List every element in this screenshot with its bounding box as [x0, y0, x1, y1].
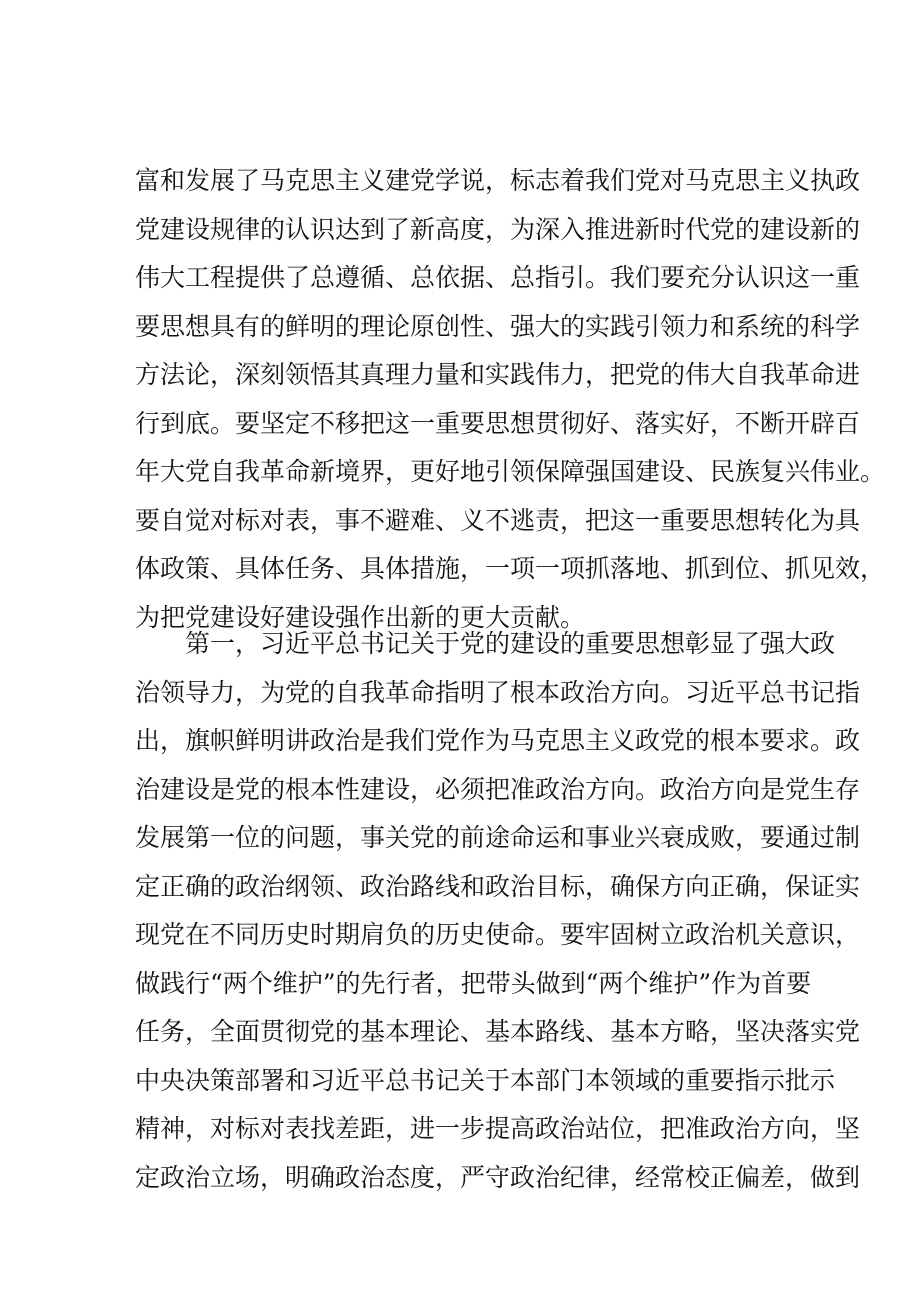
- text-line: 发展第一位的问题，事关党的前途命运和事业兴衰成败，要通过制: [135, 823, 861, 852]
- text-line: 体政策、具体任务、具体措施，一项一项抓落地、抓到位、抓见效，: [135, 554, 886, 583]
- text-line: 为把党建设好建设强作出新的更大贡献。: [135, 602, 586, 632]
- text-line: 第一，习近平总书记关于党的建设的重要思想彰显了强大政: [185, 629, 836, 658]
- text-line: 要思想具有的鲜明的理论原创性、强大的实践引领力和系统的科学: [135, 311, 861, 341]
- paragraph-2: [135, 620, 861, 1202]
- text-line: 任务，全面贯彻党的基本理论、基本路线、基本方略，坚决落实党: [135, 1017, 861, 1046]
- text-line: 治建设是党的根本性建设，必须把准政治方向。政治方向是党生存: [135, 774, 861, 804]
- text-line: 伟大工程提供了总遵循、总依据、总指引。我们要充分认识这一重: [135, 263, 861, 292]
- text-line: 党建设规律的认识达到了新高度，为深入推进新时代党的建设新的: [135, 214, 861, 244]
- text-line: 出，旗帜鲜明讲政治是我们党作为马克思主义政党的根本要求。政: [135, 726, 861, 755]
- text-line: 行到底。要坚定不移把这一重要思想贯彻好、落实好，不断开辟百: [135, 408, 861, 438]
- text-line: 做践行“两个维护”的先行者，把带头做到“两个维护”作为首要: [135, 968, 812, 998]
- text-line: 年大党自我革命新境界，更好地引领保障强国建设、民族复兴伟业。: [135, 457, 886, 486]
- paragraph-1: [135, 157, 886, 642]
- text-line: 中央决策部署和习近平总书记关于本部门本领域的重要指示批示: [135, 1065, 836, 1095]
- text-line: 定政治立场，明确政治态度，严守政治纪律，经常校正偏差，做到: [135, 1162, 861, 1192]
- text-line: 精神，对标对表找差距，进一步提高政治站位，把准政治方向，坚: [135, 1114, 861, 1143]
- text-line: 方法论，深刻领悟其真理力量和实践伟力，把党的伟大自我革命进: [135, 360, 861, 389]
- text-line: 现党在不同历史时期肩负的历史使命。要牢固树立政治机关意识，: [135, 920, 861, 949]
- text-line: 富和发展了马克思主义建党学说，标志着我们党对马克思主义执政: [135, 166, 861, 195]
- text-line: 定正确的政治纲领、政治路线和政治目标，确保方向正确，保证实: [135, 871, 861, 901]
- text-line: 要自觉对标对表，事不避难、义不逃责，把这一重要思想转化为具: [135, 505, 861, 535]
- text-line: 治领导力，为党的自我革命指明了根本政治方向。习近平总书记指: [135, 677, 861, 707]
